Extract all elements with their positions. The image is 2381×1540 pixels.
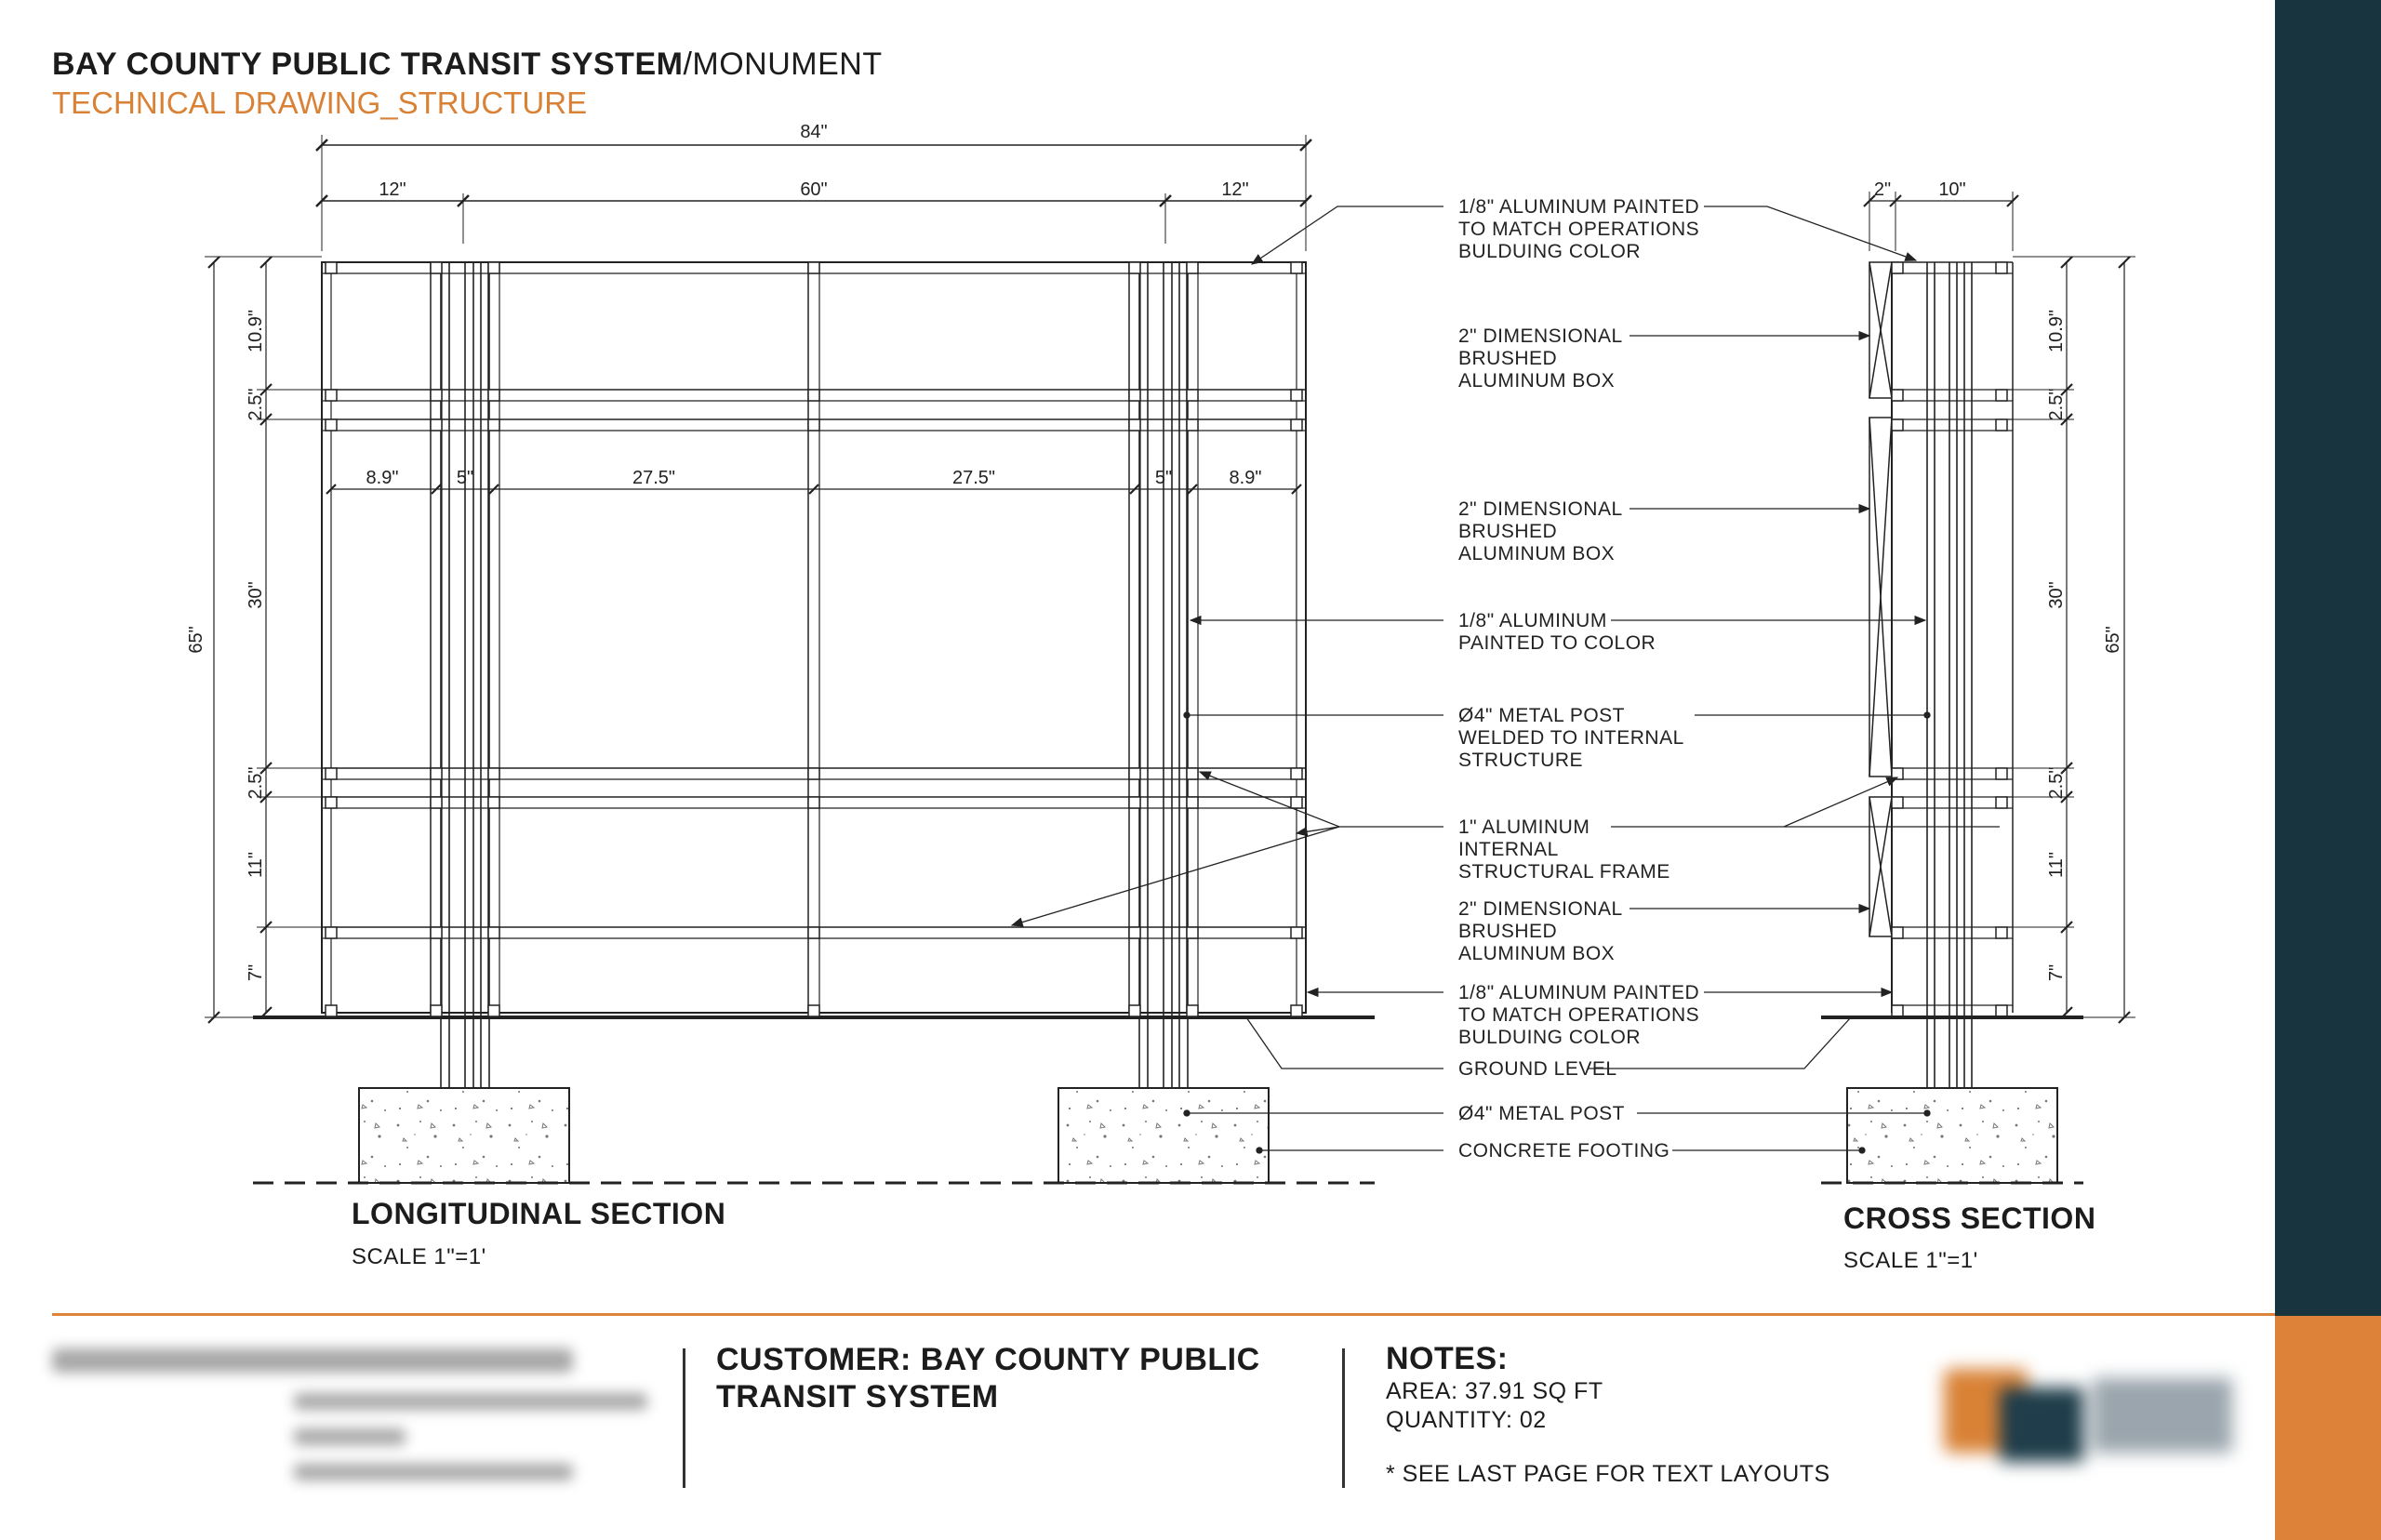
footer-separator [683, 1348, 685, 1488]
callout-line: BULDUING COLOR [1458, 1027, 1642, 1048]
callout-line: STRUCTURAL FRAME [1458, 861, 1670, 883]
dim-top-left: 12" [379, 179, 406, 200]
notes-reference: * SEE LAST PAGE FOR TEXT LAYOUTS [1386, 1461, 1830, 1487]
sidebar-accent-band [2275, 1316, 2381, 1540]
customer-block [716, 1341, 1260, 1415]
page-title: BAY COUNTY PUBLIC TRANSIT SYSTEM/MONUMENT [52, 46, 883, 82]
longitudinal-section [205, 135, 1375, 1183]
callout-line: ALUMINUM BOX [1458, 370, 1616, 392]
callout-metal-post-welded [1458, 705, 1684, 771]
callout-line: WELDED TO INTERNAL [1458, 727, 1684, 749]
cross-dim-height-6: 7" [2046, 963, 2067, 982]
callout-panel-painted-top [1458, 196, 1699, 262]
callout-line: 2" DIMENSIONAL [1458, 498, 1623, 520]
dim-height-3: 30" [246, 581, 266, 609]
cross-dim-large: 10" [1938, 179, 1966, 200]
cross-dim-overall-height: 65" [2103, 626, 2123, 654]
callout-panel-painted-bottom [1458, 982, 1699, 1048]
cross-dim-height-2: 2.5" [2046, 388, 2067, 421]
company-logo-redacted [1916, 1332, 2251, 1494]
cross-section-scale: SCALE 1"=1' [1843, 1248, 1978, 1273]
customer-line: CUSTOMER: BAY COUNTY PUBLIC [716, 1342, 1260, 1377]
dim-inner-3: 27.5" [632, 468, 676, 488]
dim-height-5: 11" [246, 852, 266, 878]
callout-line: 1/8" ALUMINUM [1458, 610, 1607, 631]
cross-section-title: CROSS SECTION [1843, 1201, 2096, 1235]
cross-dim-height-1: 10.9" [2046, 309, 2067, 353]
dim-overall-height: 65" [186, 626, 206, 654]
notes-title: NOTES: [1386, 1341, 1509, 1376]
callout-line: 2" DIMENSIONAL [1458, 325, 1623, 347]
longitudinal-section-scale: SCALE 1"=1' [352, 1244, 486, 1269]
callout-line: ALUMINUM BOX [1458, 943, 1616, 964]
notes-area: AREA: 37.91 SQ FT [1386, 1378, 1603, 1404]
dim-top-mid: 60" [800, 179, 828, 200]
callout-line: PAINTED TO COLOR [1458, 632, 1656, 654]
customer-line: TRANSIT SYSTEM [716, 1379, 999, 1414]
callout-metal-post: Ø4" METAL POST [1458, 1103, 1625, 1124]
cross-dim-height-4: 2.5" [2046, 766, 2067, 800]
dim-inner-4: 27.5" [951, 468, 996, 488]
dim-height-4: 2.5" [246, 766, 266, 800]
page-subtitle: TECHNICAL DRAWING_STRUCTURE [52, 86, 588, 120]
dim-inner-5: 5" [1154, 468, 1173, 488]
dim-height-6: 7" [246, 963, 266, 982]
dim-inner-1: 8.9" [366, 468, 399, 488]
contractor-info-redacted [52, 1339, 657, 1497]
cross-dim-small: 2" [1873, 179, 1892, 200]
cross-dim-height-5: 11" [2046, 852, 2067, 878]
notes-quantity: QUANTITY: 02 [1386, 1407, 1547, 1433]
callout-line: 1/8" ALUMINUM PAINTED [1458, 982, 1700, 1003]
dim-overall-width: 84" [800, 122, 828, 142]
callout-line: BRUSHED [1458, 921, 1558, 942]
callout-line: BRUSHED [1458, 521, 1558, 542]
dim-height-2: 2.5" [246, 388, 266, 421]
callout-aluminum-painted [1458, 610, 1656, 654]
callout-line: TO MATCH OPERATIONS [1458, 1004, 1700, 1026]
dim-top-right: 12" [1221, 179, 1249, 200]
cross-dim-height-3: 30" [2046, 581, 2067, 609]
callout-line: 2" DIMENSIONAL [1458, 898, 1623, 920]
callout-concrete-footing: CONCRETE FOOTING [1458, 1140, 1670, 1162]
callout-aluminum-box-top [1458, 325, 1623, 392]
callout-line: TO MATCH OPERATIONS [1458, 219, 1700, 240]
callout-line: Ø4" METAL POST [1458, 705, 1625, 726]
callout-aluminum-box-middle [1458, 498, 1623, 564]
callout-line: ALUMINUM BOX [1458, 543, 1616, 564]
sidebar-band [2275, 0, 2381, 1316]
callout-aluminum-box-bottom [1458, 898, 1623, 964]
longitudinal-section-title: LONGITUDINAL SECTION [352, 1197, 726, 1230]
callout-line: 1/8" ALUMINUM PAINTED [1458, 196, 1700, 218]
callout-ground-level: GROUND LEVEL [1458, 1058, 1617, 1080]
dim-height-1: 10.9" [246, 309, 266, 353]
dim-inner-6: 8.9" [1229, 468, 1262, 488]
callout-line: BRUSHED [1458, 348, 1558, 369]
callout-line: 1" ALUMINUM [1458, 816, 1590, 838]
callout-line: INTERNAL [1458, 839, 1559, 860]
cross-section [1821, 192, 2135, 1183]
callout-line: BULDUING COLOR [1458, 241, 1642, 262]
footer-separator [1342, 1348, 1345, 1488]
dim-inner-2: 5" [456, 468, 474, 488]
callout-line: STRUCTURE [1458, 750, 1583, 771]
footer-divider [52, 1313, 2275, 1316]
